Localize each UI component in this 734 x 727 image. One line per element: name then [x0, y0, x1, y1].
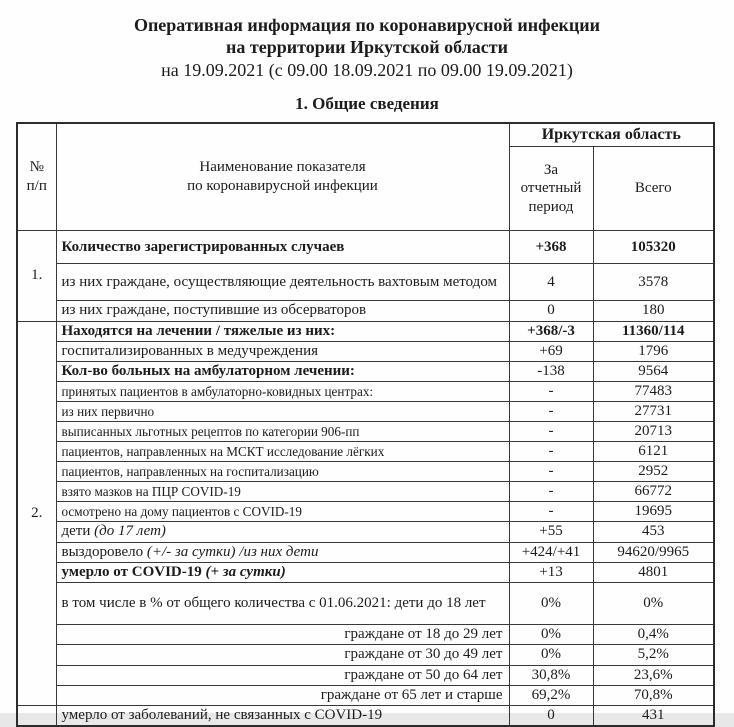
table-row [17, 502, 714, 522]
table-row [17, 665, 714, 685]
table-row [17, 231, 714, 264]
table-row [17, 583, 714, 625]
total-value: 11360/114 [593, 321, 714, 341]
total-value: 94620/9965 [593, 542, 714, 562]
indicator-label: пациентов, направленных на МСКТ исследование лёгких [56, 442, 509, 462]
section-number: 2. [17, 321, 56, 706]
general-info-table [16, 122, 715, 727]
period-value: -138 [509, 362, 593, 382]
col-header-region: Иркутская область [509, 123, 714, 147]
total-value: 0% [593, 583, 714, 625]
indicator-label: взято мазков на ПЦР COVID-19 [56, 482, 509, 502]
table-row [17, 264, 714, 301]
col-header-num [17, 123, 56, 231]
period-value: - [509, 442, 593, 462]
total-value: 4801 [593, 562, 714, 582]
total-value: 1796 [593, 341, 714, 361]
indicator-label: Количество зарегистрированных случаев [56, 231, 509, 264]
indicator-label: пациентов, направленных на госпитализацию [56, 462, 509, 482]
total-value: 2952 [593, 462, 714, 482]
total-value: 431 [593, 706, 714, 727]
period-value: 69,2% [509, 685, 593, 705]
indicator-label: принятых пациентов в амбулаторно-ковидных центрах: [56, 382, 509, 402]
total-value: 20713 [593, 422, 714, 442]
title-line-1: Оперативная информация по коронавирусной инфекции [133, 15, 601, 35]
total-value: 27731 [593, 402, 714, 422]
indicator-label: дети (до 17 лет) [56, 522, 509, 542]
indicator-label: госпитализированных в медучреждения [56, 341, 509, 361]
period-value: +69 [509, 341, 593, 361]
total-value: 3578 [593, 264, 714, 301]
indicator-label: выздоровело (+/- за сутки) /из них дети [56, 542, 509, 562]
indicator-label: Кол-во больных на амбулаторном лечении: [56, 362, 509, 382]
indicator-label: граждане от 30 до 49 лет [56, 645, 509, 665]
total-value: 180 [593, 301, 714, 321]
table-row [17, 645, 714, 665]
period-value: - [509, 422, 593, 442]
table-row [17, 542, 714, 562]
col-header-num-line2: п/п [26, 178, 47, 195]
period-value: - [509, 462, 593, 482]
total-value: 66772 [593, 482, 714, 502]
document-title [0, 15, 734, 82]
col-header-total: Всего [593, 147, 714, 231]
section-number [17, 706, 56, 727]
table-row [17, 522, 714, 542]
period-value: +368/-3 [509, 321, 593, 341]
total-value: 19695 [593, 502, 714, 522]
period-value: - [509, 482, 593, 502]
indicator-label: умерло от заболеваний, не связанных с COVID-19 [56, 706, 509, 727]
period-value: +13 [509, 562, 593, 582]
period-value: 0 [509, 706, 593, 727]
period-value: +368 [509, 231, 593, 264]
table-row [17, 321, 714, 341]
period-value: - [509, 382, 593, 402]
table-row [17, 402, 714, 422]
total-value: 9564 [593, 362, 714, 382]
period-value: - [509, 502, 593, 522]
table-row [17, 625, 714, 645]
col-header-indicator [56, 123, 509, 231]
period-value: 0 [509, 301, 593, 321]
total-value: 453 [593, 522, 714, 542]
col-header-indicator-line1: Наименование показателя [199, 159, 366, 176]
table-row [17, 422, 714, 442]
section-number: 1. [17, 231, 56, 321]
header-row-top [17, 123, 714, 147]
period-value: +55 [509, 522, 593, 542]
total-value: 77483 [593, 382, 714, 402]
indicator-label: Находятся на лечении / тяжелые из них: [56, 321, 509, 341]
table-row [17, 482, 714, 502]
total-value: 105320 [593, 231, 714, 264]
table-row [17, 706, 714, 727]
indicator-label: из них граждане, поступившие из обсерваторов [56, 301, 509, 321]
title-line-2: на территории Иркутской области [226, 36, 508, 57]
col-header-num-line1: № [29, 159, 44, 176]
indicator-label: граждане от 65 лет и старше [56, 685, 509, 705]
indicator-label: в том числе в % от общего количества с 01.06.2021: дети до 18 лет [56, 583, 509, 625]
indicator-label: выписанных льготных рецептов по категории 906-пп [56, 422, 509, 442]
period-value: 30,8% [509, 665, 593, 685]
period-value: 0% [509, 583, 593, 625]
period-value: - [509, 402, 593, 422]
total-value: 70,8% [593, 685, 714, 705]
total-value: 23,6% [593, 665, 714, 685]
section-heading: 1. Общие сведения [295, 93, 439, 113]
period-value: 0% [509, 625, 593, 645]
period-value: 0% [509, 645, 593, 665]
table-row [17, 442, 714, 462]
total-value: 5,2% [593, 645, 714, 665]
table-row [17, 362, 714, 382]
period-value: +424/+41 [509, 542, 593, 562]
title-line-3: на 19.09.2021 (с 09.00 18.09.2021 по 09.00 19.09.2021) [161, 59, 573, 80]
col-header-indicator-line2: по коронавирусной инфекции [187, 178, 378, 195]
col-header-period: За отчетный период [509, 147, 593, 231]
indicator-label: из них первично [56, 402, 509, 422]
table-row [17, 301, 714, 321]
total-value: 6121 [593, 442, 714, 462]
table-row [17, 562, 714, 582]
indicator-label: осмотрено на дому пациентов с COVID-19 [56, 502, 509, 522]
table-row [17, 382, 714, 402]
period-value: 4 [509, 264, 593, 301]
table-row [17, 462, 714, 482]
indicator-label: граждане от 50 до 64 лет [56, 665, 509, 685]
indicator-label: из них граждане, осуществляющие деятельность вахтовым методом [56, 264, 509, 301]
indicator-label: умерло от COVID-19 (+ за сутки) [56, 562, 509, 582]
total-value: 0,4% [593, 625, 714, 645]
table-row [17, 341, 714, 361]
table-row [17, 685, 714, 705]
indicator-label: граждане от 18 до 29 лет [56, 625, 509, 645]
